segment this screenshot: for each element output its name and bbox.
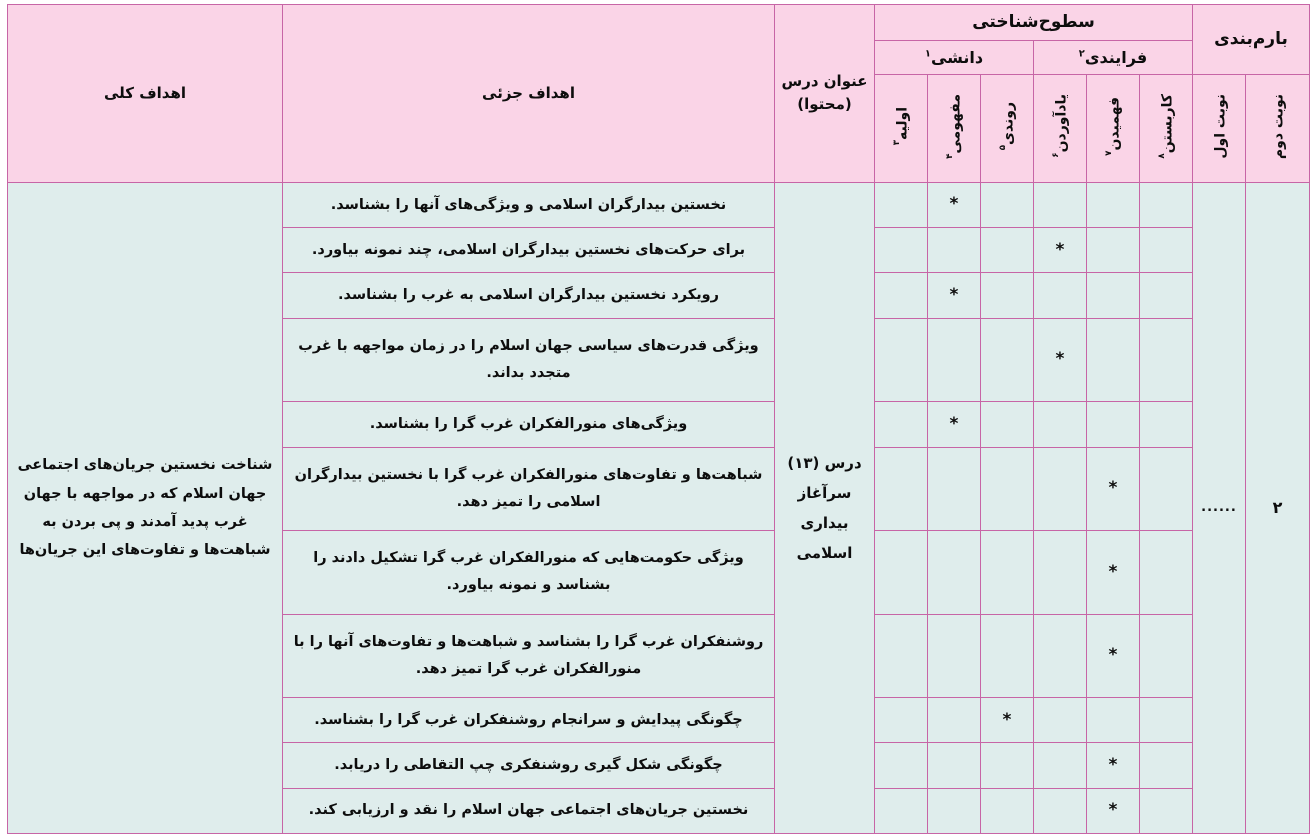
mark-cell-karbastan	[1140, 402, 1193, 447]
objective-text: برای حرکت‌های نخستین بیدارگران اسلامی، چند نمونه بیاورد.	[283, 228, 775, 273]
mark-cell-mafhumi: *	[928, 402, 981, 447]
header-barbandi: بارم‌بندی	[1193, 5, 1310, 75]
header-col-mafhumi-sup: ۴	[944, 153, 955, 159]
mark-cell-yadavardan	[1034, 447, 1087, 531]
objective-text: روشنفکران غرب گرا را بشناسد و شباهت‌ها و تفاوت‌های آنها را با منورالفکران غرب گرا تمیز دهد.	[283, 614, 775, 698]
mark-cell-karbastan	[1140, 228, 1193, 273]
barbandi-second-term-value: ۲	[1246, 182, 1310, 833]
objective-text: نخستین بیدارگران اسلامی و ویژگی‌های آنها را بشناسد.	[283, 182, 775, 227]
mark-cell-avalieh	[875, 614, 928, 698]
mark-cell-karbastan	[1140, 614, 1193, 698]
mark-cell-yadavardan: *	[1034, 318, 1087, 402]
header-col-karbastan-sup: ۸	[1156, 153, 1167, 159]
objective-text: چگونگی شکل گیری روشنفکری چپ التقاطی را دریابد.	[283, 743, 775, 788]
header-col-mafhumi	[928, 74, 981, 182]
mark-cell-avalieh	[875, 318, 928, 402]
header-col-avalieh-sup: ۳	[891, 140, 902, 146]
mark-cell-mafhumi	[928, 447, 981, 531]
mark-cell-ravandi	[981, 447, 1034, 531]
mark-cell-mafhumi	[928, 743, 981, 788]
mark-cell-fahmidan	[1087, 318, 1140, 402]
lesson-title-value	[775, 182, 875, 833]
header-col-fahmidan-sup: ۷	[1103, 150, 1114, 156]
mark-cell-fahmidan: *	[1087, 788, 1140, 833]
mark-cell-mafhumi	[928, 614, 981, 698]
objective-text: رویکرد نخستین بیدارگران اسلامی به غرب را بشناسد.	[283, 273, 775, 318]
mark-cell-yadavardan	[1034, 273, 1087, 318]
header-cognitive-levels: سطوح‌شناختی	[875, 5, 1193, 41]
mark-cell-fahmidan: *	[1087, 531, 1140, 615]
header-col-mafhumi-label: مفهومی	[947, 93, 964, 154]
mark-cell-fahmidan: *	[1087, 447, 1140, 531]
objective-text: شباهت‌ها و تفاوت‌های منورالفکران غرب گرا با نخستین بیدارگران اسلامی را تمیز دهد.	[283, 447, 775, 531]
mark-cell-avalieh	[875, 182, 928, 227]
mark-cell-mafhumi	[928, 531, 981, 615]
header-col-nobat-aval	[1193, 74, 1246, 182]
mark-cell-yadavardan: *	[1034, 228, 1087, 273]
header-col-ravandi-sup: ۵	[997, 145, 1008, 151]
header-partial-goals: اهداف جزئی	[283, 5, 775, 183]
header-col-yadavardan-label: یادآوردن	[1053, 94, 1070, 153]
mark-cell-ravandi	[981, 273, 1034, 318]
header-col-yadavardan-sup: ۶	[1050, 152, 1061, 159]
mark-cell-karbastan	[1140, 318, 1193, 402]
header-col-ravandi-label: روندی	[1000, 102, 1017, 146]
mark-cell-fahmidan	[1087, 273, 1140, 318]
header-col-nobat-dovom	[1246, 74, 1310, 182]
objective-text: ویژگی‌های منورالفکران غرب گرا را بشناسد.	[283, 402, 775, 447]
objective-text: نخستین جریان‌های اجتماعی جهان اسلام را نقد و ارزیابی کند.	[283, 788, 775, 833]
mark-cell-yadavardan	[1034, 743, 1087, 788]
mark-cell-mafhumi	[928, 228, 981, 273]
mark-cell-avalieh	[875, 531, 928, 615]
objective-text: ویژگی قدرت‌های سیاسی جهان اسلام را در زمان مواجهه با غرب متجدد بداند.	[283, 318, 775, 402]
mark-cell-mafhumi	[928, 698, 981, 743]
mark-cell-yadavardan	[1034, 698, 1087, 743]
mark-cell-ravandi	[981, 743, 1034, 788]
mark-cell-karbastan	[1140, 788, 1193, 833]
mark-cell-yadavardan	[1034, 531, 1087, 615]
mark-cell-ravandi	[981, 402, 1034, 447]
mark-cell-avalieh	[875, 447, 928, 531]
header-lesson-title-line1: عنوان درس (محتوا)	[781, 72, 868, 114]
mark-cell-avalieh	[875, 743, 928, 788]
mark-cell-karbastan	[1140, 531, 1193, 615]
mark-cell-fahmidan: *	[1087, 614, 1140, 698]
mark-cell-mafhumi	[928, 788, 981, 833]
general-goal-value: شناخت نخستین جریان‌های اجتماعی جهان اسلام که در مواجهه با جهان غرب پدید آمدند و پی بردن به شباهت‌ها و تفاوت‌های این جریان‌ها	[8, 182, 283, 833]
header-col-karbastan-label: کاربستن	[1159, 93, 1176, 154]
header-col-avalieh-label: اولیه	[894, 107, 911, 141]
header-col-yadavardan	[1034, 74, 1087, 182]
header-col-ravandi	[981, 74, 1034, 182]
objective-row	[8, 182, 1310, 227]
mark-cell-ravandi	[981, 318, 1034, 402]
header-col-fahmidan-label: فهمیدن	[1106, 96, 1123, 151]
mark-cell-avalieh	[875, 273, 928, 318]
header-group-knowledge-label: دانشی	[930, 47, 984, 67]
mark-cell-ravandi	[981, 182, 1034, 227]
mark-cell-fahmidan	[1087, 698, 1140, 743]
mark-cell-karbastan	[1140, 182, 1193, 227]
mark-cell-karbastan	[1140, 743, 1193, 788]
mark-cell-karbastan	[1140, 273, 1193, 318]
mark-cell-mafhumi: *	[928, 182, 981, 227]
header-col-avalieh	[875, 74, 928, 182]
header-group-knowledge-sup: ۱	[924, 48, 931, 60]
objective-text: ویژگی حکومت‌هایی که منورالفکران غرب گرا تشکیل دادند را بشناسد و نمونه بیاورد.	[283, 531, 775, 615]
header-col-nobat-aval-label: نوبت اول	[1212, 93, 1229, 159]
header-col-nobat-dovom-label: نوبت دوم	[1270, 93, 1287, 159]
mark-cell-mafhumi: *	[928, 273, 981, 318]
mark-cell-karbastan	[1140, 447, 1193, 531]
mark-cell-avalieh	[875, 698, 928, 743]
mark-cell-yadavardan	[1034, 614, 1087, 698]
mark-cell-mafhumi	[928, 318, 981, 402]
mark-cell-fahmidan	[1087, 228, 1140, 273]
mark-cell-fahmidan	[1087, 182, 1140, 227]
barbandi-first-term-value: ......	[1193, 182, 1246, 833]
mark-cell-fahmidan: *	[1087, 743, 1140, 788]
mark-cell-karbastan	[1140, 698, 1193, 743]
header-group-process-sup: ۲	[1078, 48, 1085, 60]
header-col-fahmidan	[1087, 74, 1140, 182]
mark-cell-avalieh	[875, 402, 928, 447]
lesson-title-text: درس (۱۳) سرآغاز بیداری اسلامی	[787, 453, 862, 562]
mark-cell-avalieh	[875, 788, 928, 833]
mark-cell-yadavardan	[1034, 788, 1087, 833]
header-col-karbastan	[1140, 74, 1193, 182]
header-group-knowledge	[875, 40, 1034, 74]
mark-cell-ravandi: *	[981, 698, 1034, 743]
header-group-process-label: فرایندی	[1084, 47, 1148, 67]
mark-cell-ravandi	[981, 531, 1034, 615]
mark-cell-fahmidan	[1087, 402, 1140, 447]
mark-cell-ravandi	[981, 614, 1034, 698]
mark-cell-ravandi	[981, 228, 1034, 273]
mark-cell-avalieh	[875, 228, 928, 273]
objective-text: چگونگی پیدایش و سرانجام روشنفکران غرب گرا را بشناسد.	[283, 698, 775, 743]
header-general-goals: اهداف کلی	[8, 5, 283, 183]
lesson-plan-table	[7, 4, 1310, 834]
header-group-process	[1034, 40, 1193, 74]
header-lesson-title	[775, 5, 875, 183]
mark-cell-yadavardan	[1034, 402, 1087, 447]
mark-cell-ravandi	[981, 788, 1034, 833]
mark-cell-yadavardan	[1034, 182, 1087, 227]
header-row-top	[8, 5, 1310, 41]
